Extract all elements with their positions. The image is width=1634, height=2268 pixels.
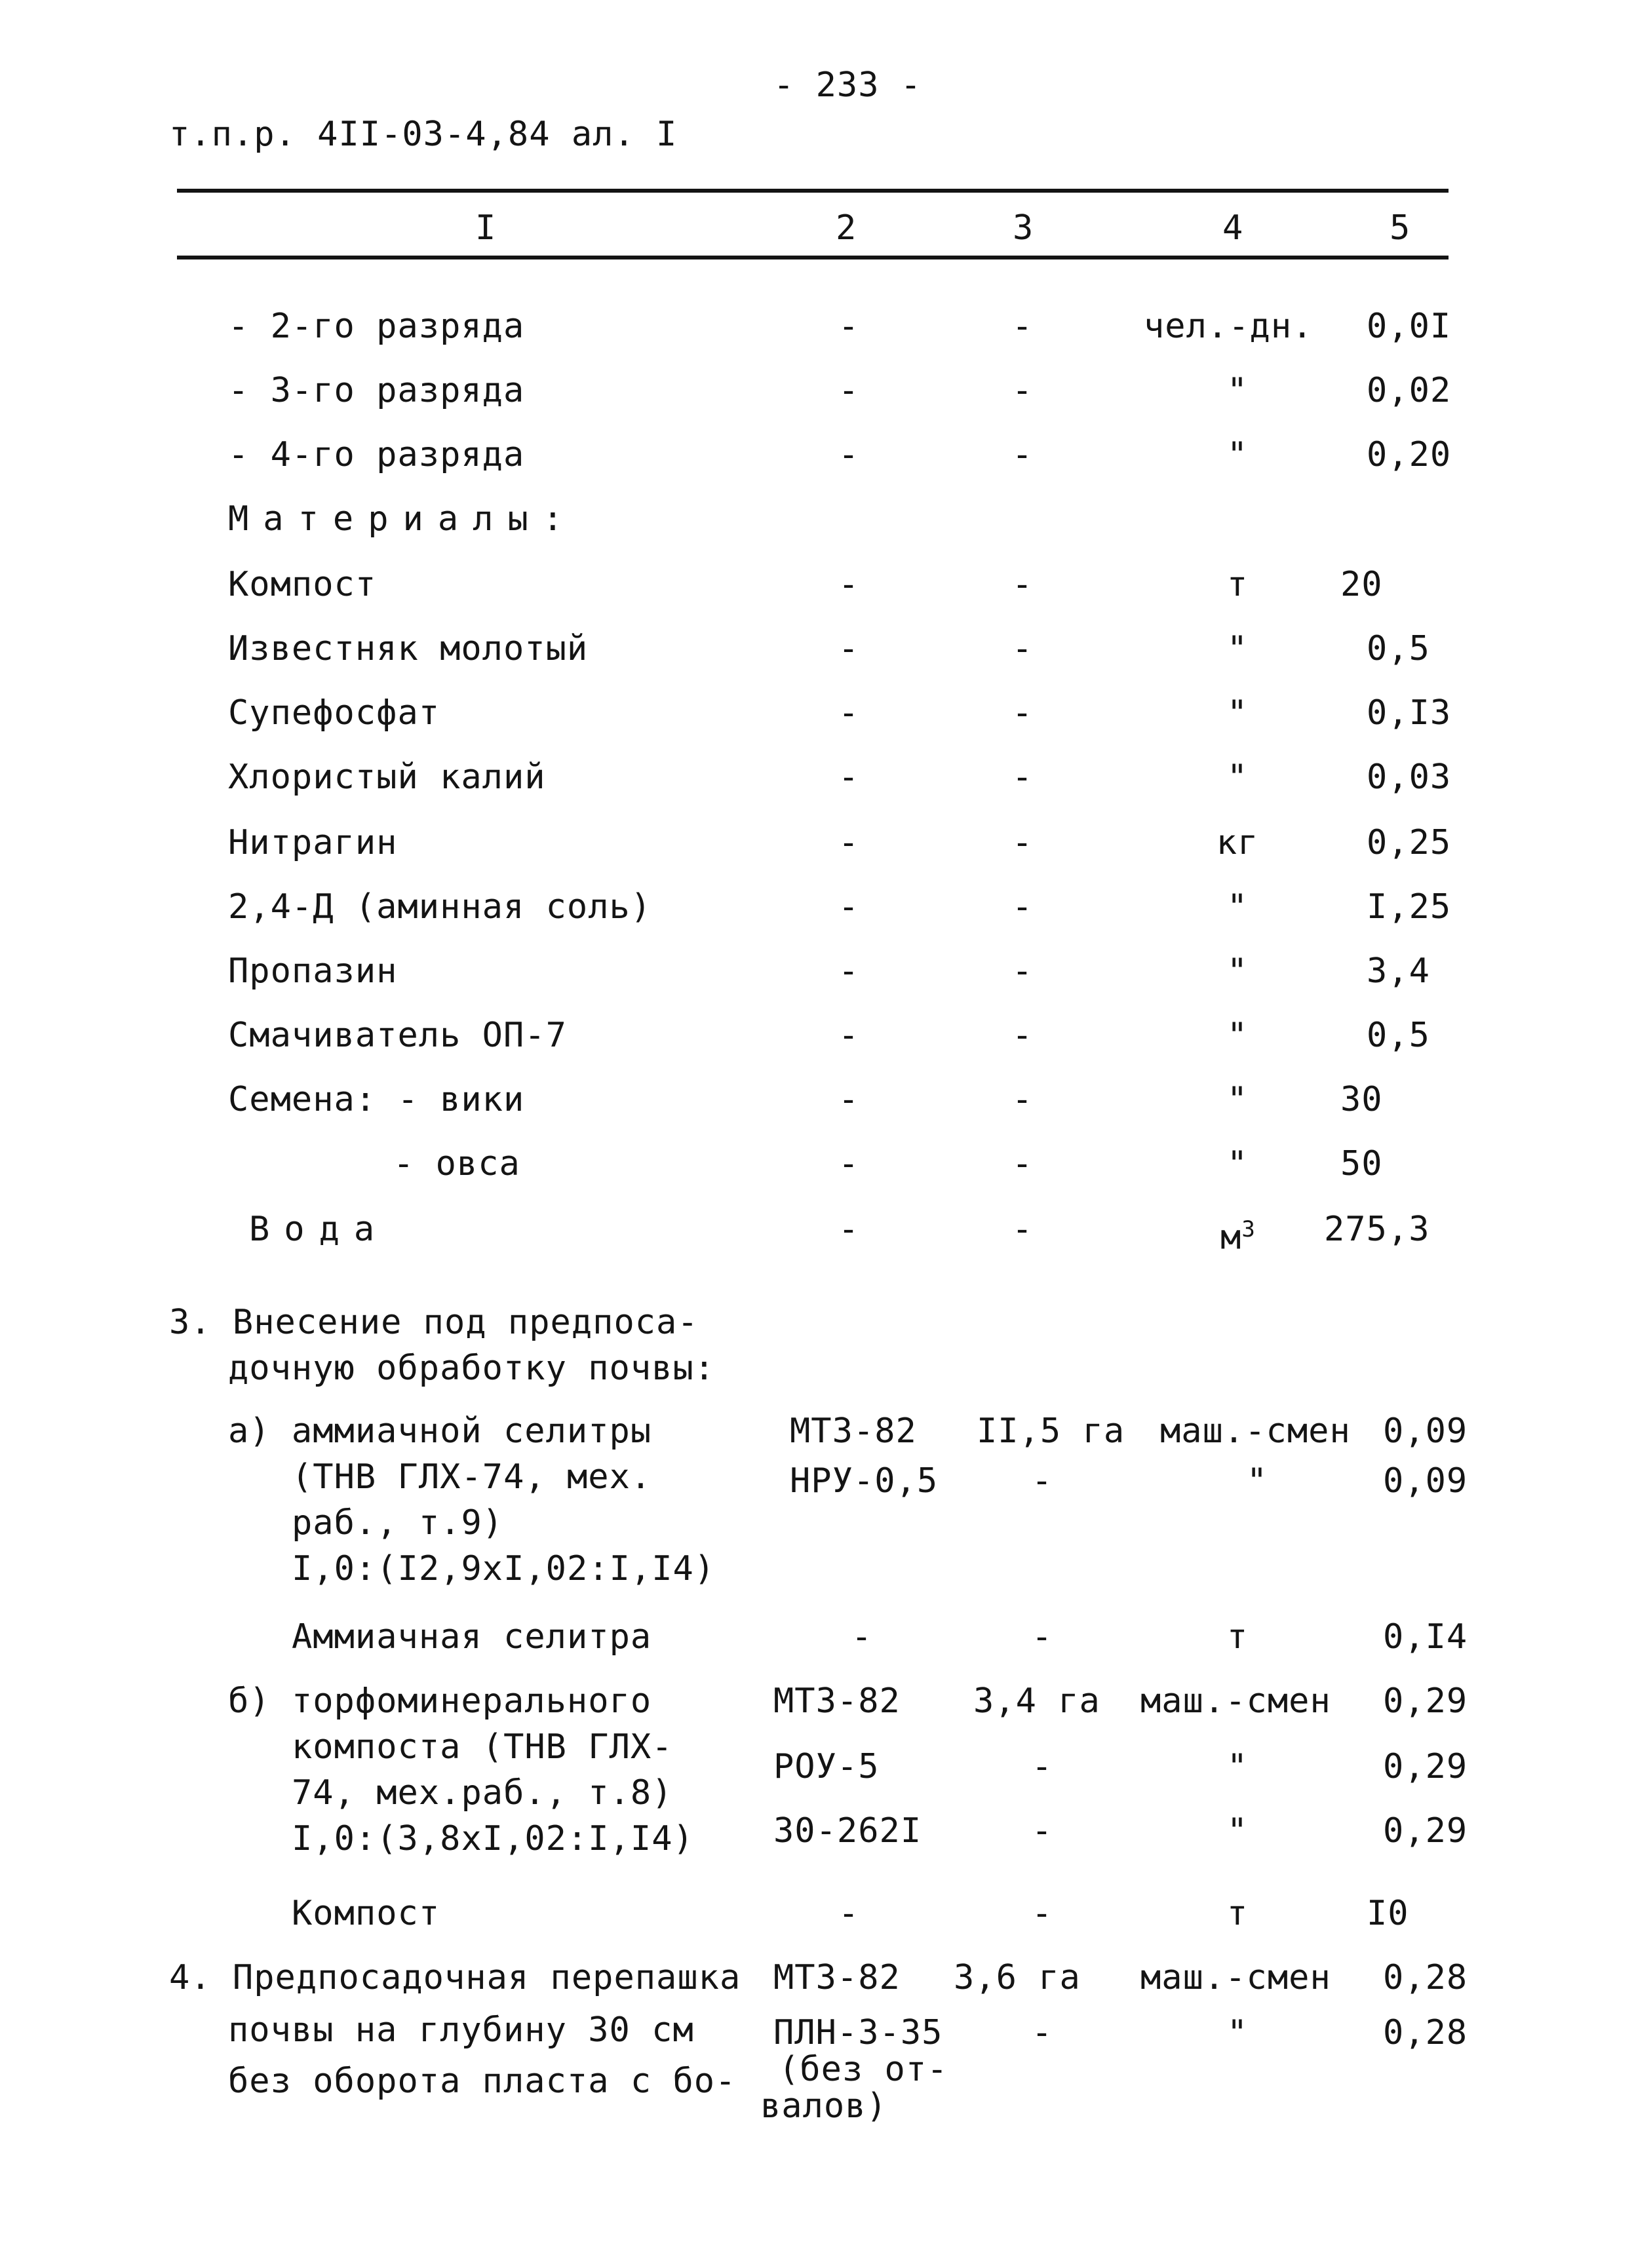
item-label-cont: (ТНВ ГЛХ-74, мех. <box>292 1457 652 1497</box>
table-cell-col3: - <box>1031 1811 1053 1851</box>
table-row-label: Супефосфат <box>228 693 440 733</box>
table-row-label: 2,4-Д (аминная соль) <box>228 887 652 927</box>
table-cell-col3: - <box>1031 1894 1053 1933</box>
table-row-label: Пропазин <box>228 951 398 991</box>
unit-base: м <box>1220 1218 1242 1258</box>
item-label-cont: I,0:(I2,9хI,02:I,I4) <box>292 1549 716 1588</box>
table-cell-col5: 0,29 <box>1383 1747 1468 1786</box>
table-cell-col5: 50 <box>1340 1144 1383 1183</box>
table-cell-col4: " <box>1226 1016 1249 1055</box>
table-cell-col5: 0,5 <box>1367 629 1430 668</box>
table-cell-col4: " <box>1226 693 1249 733</box>
table-cell-col5: 0,28 <box>1383 1958 1468 1997</box>
column-header-4: 4 <box>1222 208 1244 248</box>
table-cell-col4: кг <box>1216 823 1259 862</box>
materials-heading: Материалы: <box>228 499 578 539</box>
table-cell-col3: - <box>1011 371 1034 410</box>
table-cell-col4: маш.-смен <box>1140 1958 1331 1997</box>
table-cell-col2: - <box>838 887 860 927</box>
table-cell-col5: 0,03 <box>1367 758 1452 797</box>
table-cell-col2: - <box>838 823 860 862</box>
table-cell-col5: 0,02 <box>1367 371 1452 410</box>
table-cell-col3: - <box>1031 1617 1053 1657</box>
table-cell-col5: 0,25 <box>1367 823 1452 862</box>
table-cell-col2: - <box>838 1894 860 1933</box>
section-heading-cont: без оборота пласта с бо- <box>228 2062 737 2101</box>
item-label-cont: раб., т.9) <box>292 1503 504 1543</box>
table-cell-col4: " <box>1226 1747 1249 1786</box>
table-cell-col3: - <box>1011 307 1034 346</box>
table-cell-col5: I,25 <box>1367 887 1452 927</box>
table-cell-col3: - <box>1031 1747 1053 1786</box>
table-cell-col3: - <box>1011 435 1034 474</box>
table-cell-col3: - <box>1011 629 1034 668</box>
item-label-cont: 74, мех.раб., т.8) <box>292 1773 673 1813</box>
column-header-5: 5 <box>1390 208 1411 248</box>
table-cell-col5: 0,0I <box>1367 307 1452 346</box>
table-cell-col3: II,5 га <box>977 1412 1125 1451</box>
table-cell-col5: 0,5 <box>1367 1016 1430 1055</box>
table-cell-col2: - <box>838 951 860 991</box>
table-cell-col4: маш.-смен <box>1140 1682 1331 1721</box>
table-row-label: Семена: - вики <box>228 1080 525 1119</box>
table-cell-col4: " <box>1226 371 1249 410</box>
table-row-label: Аммиачная селитра <box>292 1617 652 1657</box>
table-cell-col5: 0,28 <box>1383 2013 1468 2052</box>
column-header-1: I <box>475 208 497 248</box>
table-cell-col4: " <box>1226 951 1249 991</box>
table-cell-col5: 0,I3 <box>1367 693 1452 733</box>
table-cell-col2: МТЗ-82 <box>790 1412 917 1451</box>
table-cell-col2: - <box>838 371 860 410</box>
column-header-2: 2 <box>836 208 857 248</box>
table-row-label: Компост <box>228 565 377 604</box>
table-cell-col4: " <box>1246 1461 1268 1501</box>
table-cell-col2: - <box>838 1144 860 1183</box>
table-row-label: Нитрагин <box>228 823 398 862</box>
table-cell-col2: - <box>838 307 860 346</box>
item-label-cont: компоста (ТНВ ГЛХ- <box>292 1727 673 1767</box>
table-row-label: Известняк молотый <box>228 629 589 668</box>
table-cell-col4: " <box>1226 2013 1249 2052</box>
document-reference: т.п.р. 4II-03-4,84 ал. I <box>169 115 678 154</box>
table-cell-col2-cont: валов) <box>760 2086 887 2126</box>
table-cell-col3: 3,4 га <box>973 1682 1100 1721</box>
table-cell-col3: - <box>1011 887 1034 927</box>
table-cell-col4 <box>1220 1210 1256 1257</box>
table-cell-col4: " <box>1226 1080 1249 1119</box>
table-cell-col2: - <box>838 693 860 733</box>
table-cell-col2-cont: (без от- <box>779 2050 948 2089</box>
table-cell-col2: - <box>838 435 860 474</box>
table-cell-col4: " <box>1226 1811 1249 1851</box>
table-cell-col3: - <box>1011 1016 1034 1055</box>
table-cell-col5: 0,29 <box>1383 1811 1468 1851</box>
table-cell-col5: 0,I4 <box>1383 1617 1468 1657</box>
table-cell-col4: чел.-дн. <box>1144 307 1313 346</box>
table-cell-col5: 0,09 <box>1383 1412 1468 1451</box>
table-cell-col2: - <box>838 1210 860 1249</box>
table-cell-col3: - <box>1031 2013 1053 2052</box>
table-cell-col5: 3,4 <box>1367 951 1430 991</box>
table-row-label: - 2-го разряда <box>228 307 525 346</box>
table-row-label: Вода <box>249 1210 389 1249</box>
table-row-label: - 3-го разряда <box>228 371 525 410</box>
table-cell-col5: 0,09 <box>1383 1461 1468 1501</box>
table-cell-col2: - <box>838 1080 860 1119</box>
table-cell-col3: - <box>1011 1080 1034 1119</box>
table-cell-col2: МТЗ-82 <box>773 1682 901 1721</box>
table-cell-col3: - <box>1011 565 1034 604</box>
table-cell-col2: - <box>838 758 860 797</box>
table-cell-col2: - <box>851 1617 873 1657</box>
table-cell-col4: " <box>1226 887 1249 927</box>
table-cell-col4: т <box>1226 1617 1249 1657</box>
table-cell-col3: - <box>1011 951 1034 991</box>
table-row-label: Хлористый калий <box>228 758 546 797</box>
table-cell-col2: ПЛН-3-35 <box>773 2013 943 2052</box>
item-label: б) торфоминерального <box>228 1682 652 1721</box>
table-cell-col3: - <box>1011 1210 1034 1249</box>
table-cell-col3: - <box>1031 1461 1053 1501</box>
table-cell-col2: - <box>838 565 860 604</box>
table-cell-col4: " <box>1226 435 1249 474</box>
table-cell-col4: маш.-смен <box>1160 1412 1351 1451</box>
table-cell-col2: МТЗ-82 <box>773 1958 901 1997</box>
table-cell-col4: " <box>1226 1144 1249 1183</box>
table-row-label: - овса <box>393 1144 520 1183</box>
table-cell-col2: РОУ-5 <box>773 1747 880 1786</box>
table-cell-col4: " <box>1226 629 1249 668</box>
table-cell-col3: 3,6 га <box>954 1958 1081 1997</box>
table-cell-col3: - <box>1011 1144 1034 1183</box>
table-cell-col3: - <box>1011 823 1034 862</box>
section-heading: 3. Внесение под предпоса- <box>169 1303 699 1342</box>
table-cell-col5: 275,3 <box>1324 1210 1430 1249</box>
section-heading-cont: почвы на глубину 30 см <box>228 2010 694 2050</box>
table-cell-col2: 30-262I <box>773 1811 922 1851</box>
table-cell-col2: - <box>838 629 860 668</box>
table-row-label: Компост <box>292 1894 440 1933</box>
item-label-cont: I,0:(3,8хI,02:I,I4) <box>292 1819 694 1858</box>
section-heading: 4. Предпосадочная перепашка <box>169 1958 741 1997</box>
table-cell-col2: НРУ-0,5 <box>790 1461 939 1501</box>
table-cell-col4: т <box>1226 565 1249 604</box>
table-cell-col3: - <box>1011 758 1034 797</box>
table-cell-col5: 30 <box>1340 1080 1383 1119</box>
table-cell-col2: - <box>838 1016 860 1055</box>
table-header-rule <box>177 256 1449 259</box>
table-cell-col3: - <box>1011 693 1034 733</box>
table-cell-col4: т <box>1226 1894 1249 1933</box>
table-cell-col4: " <box>1226 758 1249 797</box>
table-top-rule <box>177 189 1449 193</box>
table-cell-col5: 0,20 <box>1367 435 1452 474</box>
unit-superscript: 3 <box>1241 1216 1256 1242</box>
table-cell-col5: 0,29 <box>1383 1682 1468 1721</box>
section-heading-cont: дочную обработку почвы: <box>228 1349 716 1388</box>
column-header-3: 3 <box>1013 208 1034 248</box>
table-row-label: - 4-го разряда <box>228 435 525 474</box>
item-label: а) аммиачной селитры <box>228 1412 652 1451</box>
table-row-label: Смачиватель ОП-7 <box>228 1016 567 1055</box>
table-cell-col5: I0 <box>1367 1894 1409 1933</box>
table-cell-col5: 20 <box>1340 565 1383 604</box>
page-number: - 233 - <box>773 66 922 105</box>
